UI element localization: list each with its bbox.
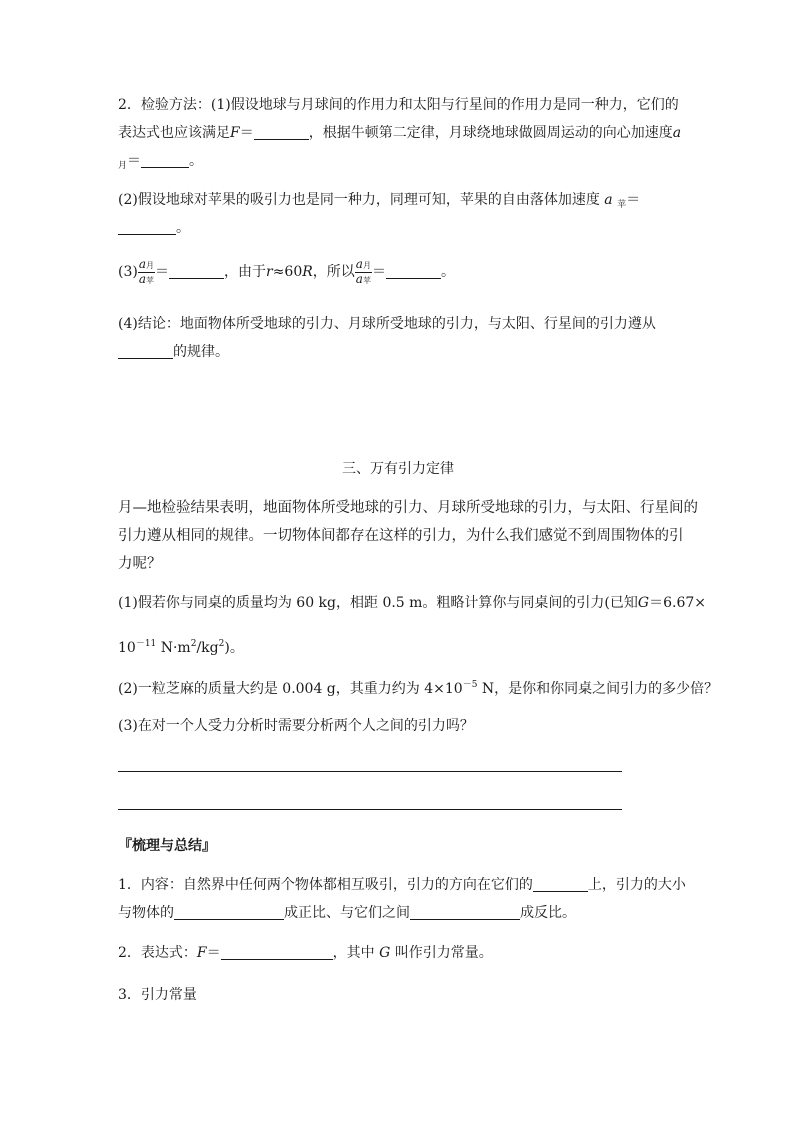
fill-blank[interactable]	[254, 125, 309, 140]
intro-line1: 月—地检验结果表明，地面物体所受地球的引力、月球所受地球的引力，与太阳、行星间的	[118, 500, 698, 516]
ratio-fraction: $\frac{\text{a月}}{\text{a苹}}$	[355, 256, 371, 286]
fill-blank[interactable]	[410, 905, 520, 920]
fill-blank[interactable]	[141, 153, 189, 168]
question-1-line2: $10^{-11}$ $N\cdot m^2/kg^2$)。	[118, 639, 244, 656]
ratio-fraction: $\frac{\text{a月}}{\text{a苹}}$	[138, 256, 154, 286]
conclusion-line1: (4)结论：地面物体所受地球的引力、月球所受地球的引力，与太阳、行星间的引力遵从	[118, 316, 656, 332]
expression-line: 2．表达式：F＝ ，其中 G 叫作引力常量。	[118, 945, 493, 961]
fill-blank[interactable]	[221, 945, 333, 960]
conclusion-line2: 的规律。	[118, 342, 229, 362]
fill-blank[interactable]	[386, 264, 441, 279]
content-line1: 1．内容：自然界中任何两个物体都相互吸引，引力的方向在它们的 上，引力的大小	[118, 877, 686, 893]
answer-line[interactable]	[118, 771, 622, 772]
intro-line2: 引力遵从相同的规律。一切物体间都存在这样的引力，为什么我们感觉不到周围物体的引	[118, 528, 684, 544]
ratio-line: (3) $\frac{\text{a月}}{\text{a苹}}$ ＝ ，由于r≈60R，所以 $\frac{\text{a月}}{\text{a苹}}$ ＝ 。	[118, 256, 455, 286]
fill-blank[interactable]	[169, 264, 224, 279]
answer-line[interactable]	[118, 809, 622, 810]
content-line2: 与物体的 成正比、与它们之间 成反比。	[118, 905, 576, 921]
intro-line3: 力呢？	[118, 556, 162, 572]
method-paragraph-line2: 表达式也应该满足F＝ ，根据牛顿第二定律，月球绕地球做圆周运动的向心加速度a	[118, 125, 682, 141]
method-paragraph-line3: $_月$＝ 。	[118, 153, 204, 171]
method-paragraph-line1: 2．检验方法：(1)假设地球与月球间的作用力和太阳与行星间的作用力是同一种力，它们的	[118, 97, 679, 113]
question-3: (3)在对一个人受力分析时需要分析两个人之间的引力吗？	[118, 718, 474, 734]
fill-blank[interactable]	[533, 877, 588, 892]
fill-blank[interactable]	[118, 344, 173, 359]
fill-blank[interactable]	[174, 905, 284, 920]
question-2: (2)一粒芝麻的质量大约是 0.004 g，其重力约为 $4\times 10^{-5}$ N，是你和你同桌之间引力的多少倍？	[118, 680, 719, 697]
apple-paragraph-line1: (2)假设地球对苹果的吸引力也是同一种力，同理可知，苹果的自由落体加速度 a $_苹$＝	[118, 192, 641, 210]
section-title: 三、万有引力定律	[342, 461, 454, 477]
apple-paragraph-line2: 。	[118, 218, 190, 238]
question-1-line1: (1)假若你与同桌的质量均为 60 kg，相距 0.5 m。粗略计算你与同桌间的引力(已知G＝6.67×	[118, 595, 706, 611]
constant-heading: 3．引力常量	[118, 987, 197, 1003]
summary-heading: 『梳理与总结』	[118, 838, 216, 854]
fill-blank[interactable]	[118, 220, 176, 235]
